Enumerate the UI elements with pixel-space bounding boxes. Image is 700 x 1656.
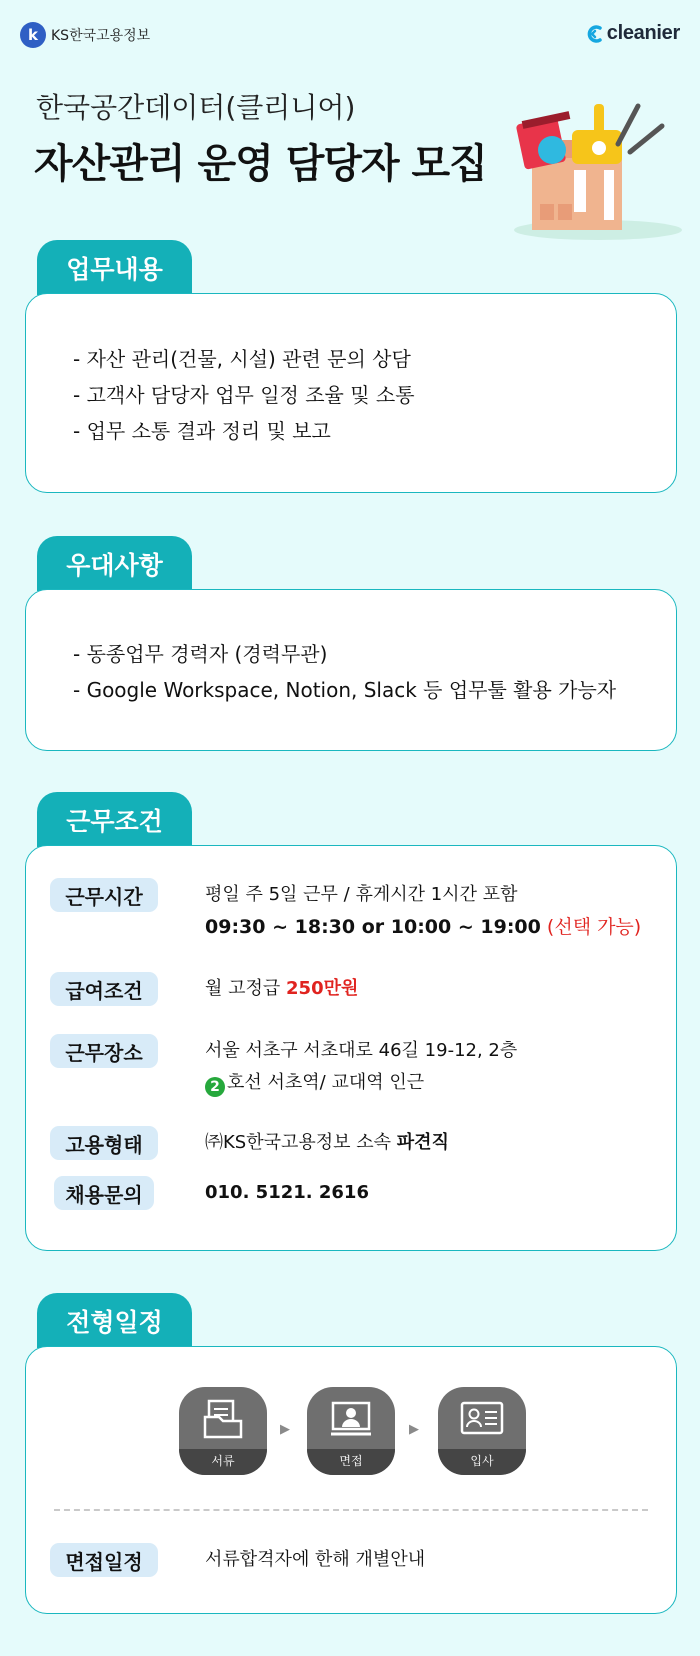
cleanier-logo-icon	[586, 25, 604, 43]
list-item: - Google Workspace, Notion, Slack 등 업무툴 활용 가능자	[73, 678, 617, 702]
step-join	[438, 1387, 526, 1475]
salary-amount: 250만원	[286, 978, 359, 999]
step-documents	[179, 1387, 267, 1475]
schedule-section	[25, 1293, 677, 1615]
hours-note: (선택 가능)	[546, 916, 642, 938]
step-arrow-icon: ▶	[280, 1422, 290, 1437]
contact-phone: 010. 5121. 2616	[205, 1182, 369, 1203]
top-bar	[20, 22, 680, 52]
duties-card	[25, 293, 677, 493]
hours-time: 09:30 ~ 18:30 or 10:00 ~ 19:00	[205, 916, 541, 938]
monitor-person-icon	[329, 1399, 373, 1439]
ks-logo-text: KS한국고용정보	[51, 28, 151, 44]
list-item: - 업무 소통 결과 정리 및 보고	[73, 419, 331, 443]
step-label: 입사	[438, 1449, 526, 1475]
schedule-card	[25, 1346, 677, 1614]
hero-subtitle: 한국공간데이터(클리니어)	[36, 91, 356, 124]
employment-prefix: ㈜KS한국고용정보 소속	[205, 1132, 392, 1153]
conditions-card	[25, 845, 677, 1251]
step-arrow-icon: ▶	[409, 1422, 419, 1437]
step-label: 서류	[179, 1449, 267, 1475]
id-card-icon	[460, 1399, 504, 1439]
condition-location	[50, 1034, 656, 1104]
employment-type: 파견직	[396, 1132, 449, 1153]
salary-text	[205, 972, 358, 1006]
duties-tab: 업무내용	[37, 240, 192, 295]
duties-section	[25, 240, 677, 493]
interview-schedule-label: 면접일정	[50, 1543, 158, 1577]
step-interview	[307, 1387, 395, 1475]
preferred-card	[25, 589, 677, 751]
divider	[54, 1509, 648, 1511]
ks-logo	[20, 22, 150, 48]
duties-list	[73, 341, 415, 449]
condition-salary	[50, 972, 656, 1006]
preferred-list	[73, 636, 616, 708]
employment-label: 고용형태	[50, 1126, 158, 1160]
hours-line2	[205, 910, 641, 944]
list-item: - 자산 관리(건물, 시설) 관련 문의 상담	[73, 347, 411, 371]
condition-hours	[50, 878, 656, 948]
location-line2-text: 호선 서초역/ 교대역 인근	[227, 1072, 425, 1093]
location-line2	[205, 1066, 424, 1100]
employment-text	[205, 1126, 449, 1160]
interview-schedule	[50, 1543, 656, 1577]
interview-schedule-text: 서류합격자에 한해 개별안내	[205, 1549, 426, 1570]
salary-label: 급여조건	[50, 972, 158, 1006]
salary-prefix: 월 고정급	[205, 978, 281, 999]
document-icon	[201, 1399, 245, 1439]
cleanier-logo-text: cleanier	[606, 22, 680, 44]
ks-logo-icon: k	[20, 22, 46, 48]
preferred-tab: 우대사항	[37, 536, 192, 591]
condition-employment	[50, 1126, 656, 1160]
hero-title: 자산관리 운영 담당자 모집	[34, 141, 487, 187]
preferred-section	[25, 536, 677, 751]
subway-line-2-icon: 2	[205, 1077, 225, 1097]
hours-label: 근무시간	[50, 878, 158, 912]
list-item: - 고객사 담당자 업무 일정 조율 및 소통	[73, 383, 415, 407]
cleanier-logo	[586, 22, 680, 45]
step-label: 면접	[307, 1449, 395, 1475]
condition-contact	[50, 1176, 656, 1210]
conditions-section	[25, 792, 677, 1252]
list-item: - 동종업무 경력자 (경력무관)	[73, 642, 328, 666]
contact-label: 채용문의	[54, 1176, 154, 1210]
location-label: 근무장소	[50, 1034, 158, 1068]
location-line1: 서울 서초구 서초대로 46길 19-12, 2층	[205, 1040, 518, 1061]
hours-line1: 평일 주 5일 근무 / 휴게시간 1시간 포함	[205, 884, 518, 905]
conditions-tab: 근무조건	[37, 792, 192, 847]
schedule-tab: 전형일정	[37, 1293, 192, 1348]
cleaning-box-illustration	[512, 100, 684, 245]
